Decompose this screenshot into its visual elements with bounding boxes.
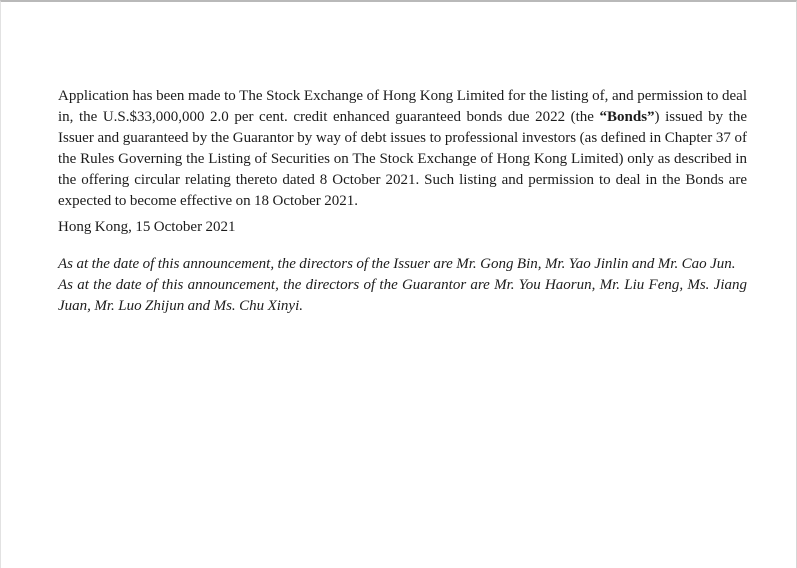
listing-application-paragraph (58, 86, 747, 212)
guarantor-directors-sentence: As at the date of this announcement, the directors of the Guarantor are Mr. You Haorun, Mr. Liu Feng, Ms. Jiang Juan, Mr. Luo Zhijun and Ms. Chu Xinyi. (58, 277, 747, 314)
listing-paragraph-text-after-bold: ) issued by the Issuer and guaranteed by the Guarantor by way of debt issues to professional investors (as defined in Chapter 37 of the Rules Governing the Listing of Securities on The Stock Exchange of Hong Kong Limited) only as described in the offering circular relating thereto dated 8 October 2021. Such listing and permission to deal in the Bonds are expected to become effective on 18 October 2021. (58, 109, 747, 209)
bonds-defined-term: “Bonds” (599, 109, 655, 125)
directors-note (58, 254, 747, 317)
listing-paragraph-text-before-bold: Application has been made to The Stock Exchange of Hong Kong Limited for the listing of, and permission to deal in, the U.S.$33,000,000 2.0 per cent. credit enhanced guaranteed bonds due 2022 (the (58, 88, 747, 125)
dateline: Hong Kong, 15 October 2021 (58, 219, 236, 235)
issuer-directors-sentence: As at the date of this announcement, the directors of the Issuer are Mr. Gong Bin, Mr. Yao Jinlin and Mr. Cao Jun. (58, 256, 736, 272)
document-content (1, 2, 796, 317)
